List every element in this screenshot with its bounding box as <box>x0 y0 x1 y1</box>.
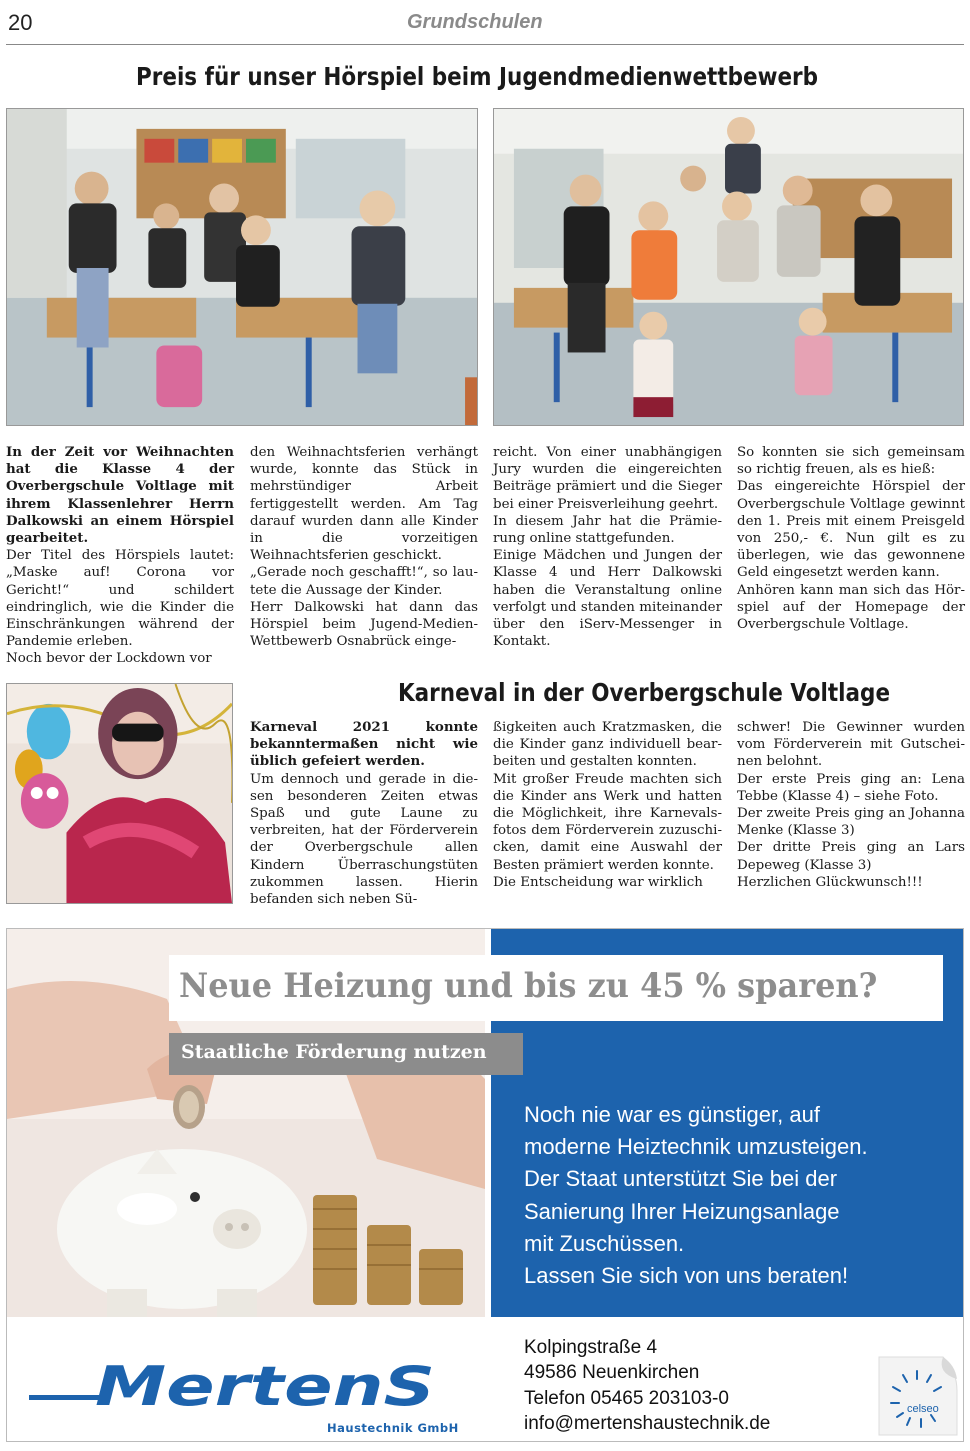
article-2-paragraph: Der dritte Preis ging an Lars Depeweg (Klasse 3) <box>737 840 965 873</box>
article-1-paragraph: Noch bevor der Lockdown vor <box>6 651 212 667</box>
article-2-paragraph: Mit großer Freude machten sich die Kinder ans Werk und hatten die Möglichkeit, ihre Karnevalsfotos dem Förderverein zuzuschicken, damit eine Auswahl der Besten prämiert werden konnte. <box>493 771 722 873</box>
header-rule <box>6 44 964 45</box>
ad-body-line: Lassen Sie sich von uns beraten! <box>524 1263 849 1289</box>
contact-block <box>524 1335 770 1437</box>
contact-street: Kolpingstraße 4 <box>524 1337 658 1358</box>
article-2-paragraph: Der zweite Preis ging an Johanna Menke (Klasse 3) <box>737 806 965 839</box>
article-1-column-4 <box>737 444 965 633</box>
article-2-paragraph: schwer! Die Gewinner wurden vom Förderverein mit Gutscheinen belohnt. <box>737 720 965 770</box>
article-1-column-1 <box>6 444 234 668</box>
ad-subheadline: Staatliche Förderung nutzen <box>181 1041 487 1063</box>
section-title: Grundschulen <box>407 11 543 33</box>
article-1-paragraph: In diesem Jahr hat die Prämierung online stattgefunden. <box>493 513 722 547</box>
article-1-paragraph: Herr Dalkowski hat dann das Hörspiel beim Jugend-Medien-Wettbewerb Osnabrück einge- <box>250 599 478 650</box>
article-2-column-3 <box>737 719 965 891</box>
contact-phone: Telefon 05465 203103-0 <box>524 1387 729 1409</box>
celseo-label: celseo <box>907 1403 939 1415</box>
article-1-paragraph: Der Titel des Hörspiels lautet: „Maske auf! Corona vor Gericht!“ und schildert eindringlich, wie die Kinder die Einschränkungen während der Pandemie erleben. <box>6 548 234 650</box>
article-1-column-2 <box>250 444 478 650</box>
celseo-badge-icon <box>873 1351 961 1439</box>
ad-body-line: Der Staat unterstützt Sie bei der <box>524 1166 838 1192</box>
ad-headline: Neue Heizung und bis zu 45 % sparen? <box>179 966 878 1006</box>
ad-body-line: Sanierung Ihrer Heizungsanlage <box>524 1198 840 1224</box>
article-2-column-1 <box>250 719 478 908</box>
article-2-column-2 <box>493 719 722 891</box>
heating-advertisement <box>6 928 964 1442</box>
article-1-paragraph: So konnten sie sich gemeinsam so richtig freuen, als es hieß: <box>737 445 965 478</box>
ad-body-line: moderne Heiztechnik umzusteigen. <box>524 1134 868 1160</box>
carnival-photo <box>6 683 233 904</box>
page-number: 20 <box>8 10 33 35</box>
ad-body-text <box>524 1099 944 1292</box>
article-2-lead: Karneval 2021 konnte bekanntermaßen nicht wie üblich gefeiert werden. <box>250 719 478 770</box>
article-1-paragraph: Anhören kann man sich das Hörspiel auf der Homepage der Overbergschule Voltlage. <box>737 582 965 633</box>
article-1-headline: Preis für unser Hörspiel beim Jugendmedienwettbewerb <box>136 62 819 91</box>
article-1-column-3 <box>493 444 722 650</box>
article-1-paragraph: den Weihnachtsferien verhängt wurde, konnte das Stück in mehrstündiger Arbeit fertiggestellt werden. Am Tag darauf wurden dann alle Kinder in die vorzeitigen Weihnachtsferien geschickt. <box>250 445 478 564</box>
article-2-paragraph: ßigkeiten auch Kratzmasken, die die Kinder ganz individuell bearbeiten und gestalten konnten. <box>493 720 722 770</box>
ad-body-line: mit Zuschüssen. <box>524 1230 685 1256</box>
contact-city: 49586 Neuenkirchen <box>524 1362 700 1384</box>
article-2-paragraph: Herzlichen Glückwunsch!!! <box>737 874 923 890</box>
article-2-paragraph: Um dennoch und gerade in diesen besonderen Zeiten etwas Spaß und gute Laune zu verbreiten, hat der Förderverein der Overbergschule allen Kindern Überraschungstüten zukommen lassen. Hierin befanden sich neben Sü- <box>250 771 478 908</box>
article-1-lead: In der Zeit vor Weihnachten hat die Klasse 4 der Overbergschule Voltlage mit ihrem Klassenlehrer Herrn Dalkowski an einem Hörspiel gearbeitet. <box>6 444 234 547</box>
ad-body-line: Noch nie war es günstiger, auf <box>524 1102 820 1127</box>
mertens-logo <box>29 1357 449 1411</box>
logo-wordmark: MertenS <box>95 1357 435 1411</box>
article-1-paragraph: „Gerade noch geschafft!“, so lautete die Aussage der Kinder. <box>250 565 478 598</box>
article-1-paragraph: Das eingereichte Hörspiel der Overbergschule Voltlage gewinnt den 1. Preis mit einem Preisgeld von 250,- €. Nun gilt es zu überlegen, wie das gewonnene Geld eingesetzt werden kann. <box>737 479 965 581</box>
article-2-paragraph: Der erste Preis ging an: Lena Tebbe (Klasse 4) – siehe Foto. <box>737 771 965 804</box>
article-1-paragraph: Einige Mädchen und Jungen der Klasse 4 und Herr Dalkowski haben die Veranstaltung online verfolgt und standen miteinander über den iServ-Messenger in Kontakt. <box>493 548 722 650</box>
classroom-photo-right <box>493 108 964 426</box>
contact-email[interactable]: info@mertenshaustechnik.de <box>524 1413 771 1435</box>
classroom-photo-left <box>6 108 478 426</box>
article-2-headline: Karneval in der Overbergschule Voltlage <box>398 678 891 707</box>
article-1-paragraph: reicht. Von einer unabhängigen Jury wurden die eingereichten Beiträge prämiert und die Sieger bei einer Preisverleihung geehrt. <box>493 445 722 512</box>
logo-subtitle: Haustechnik GmbH <box>327 1421 459 1435</box>
article-2-paragraph: Die Entscheidung war wirklich <box>493 874 703 890</box>
